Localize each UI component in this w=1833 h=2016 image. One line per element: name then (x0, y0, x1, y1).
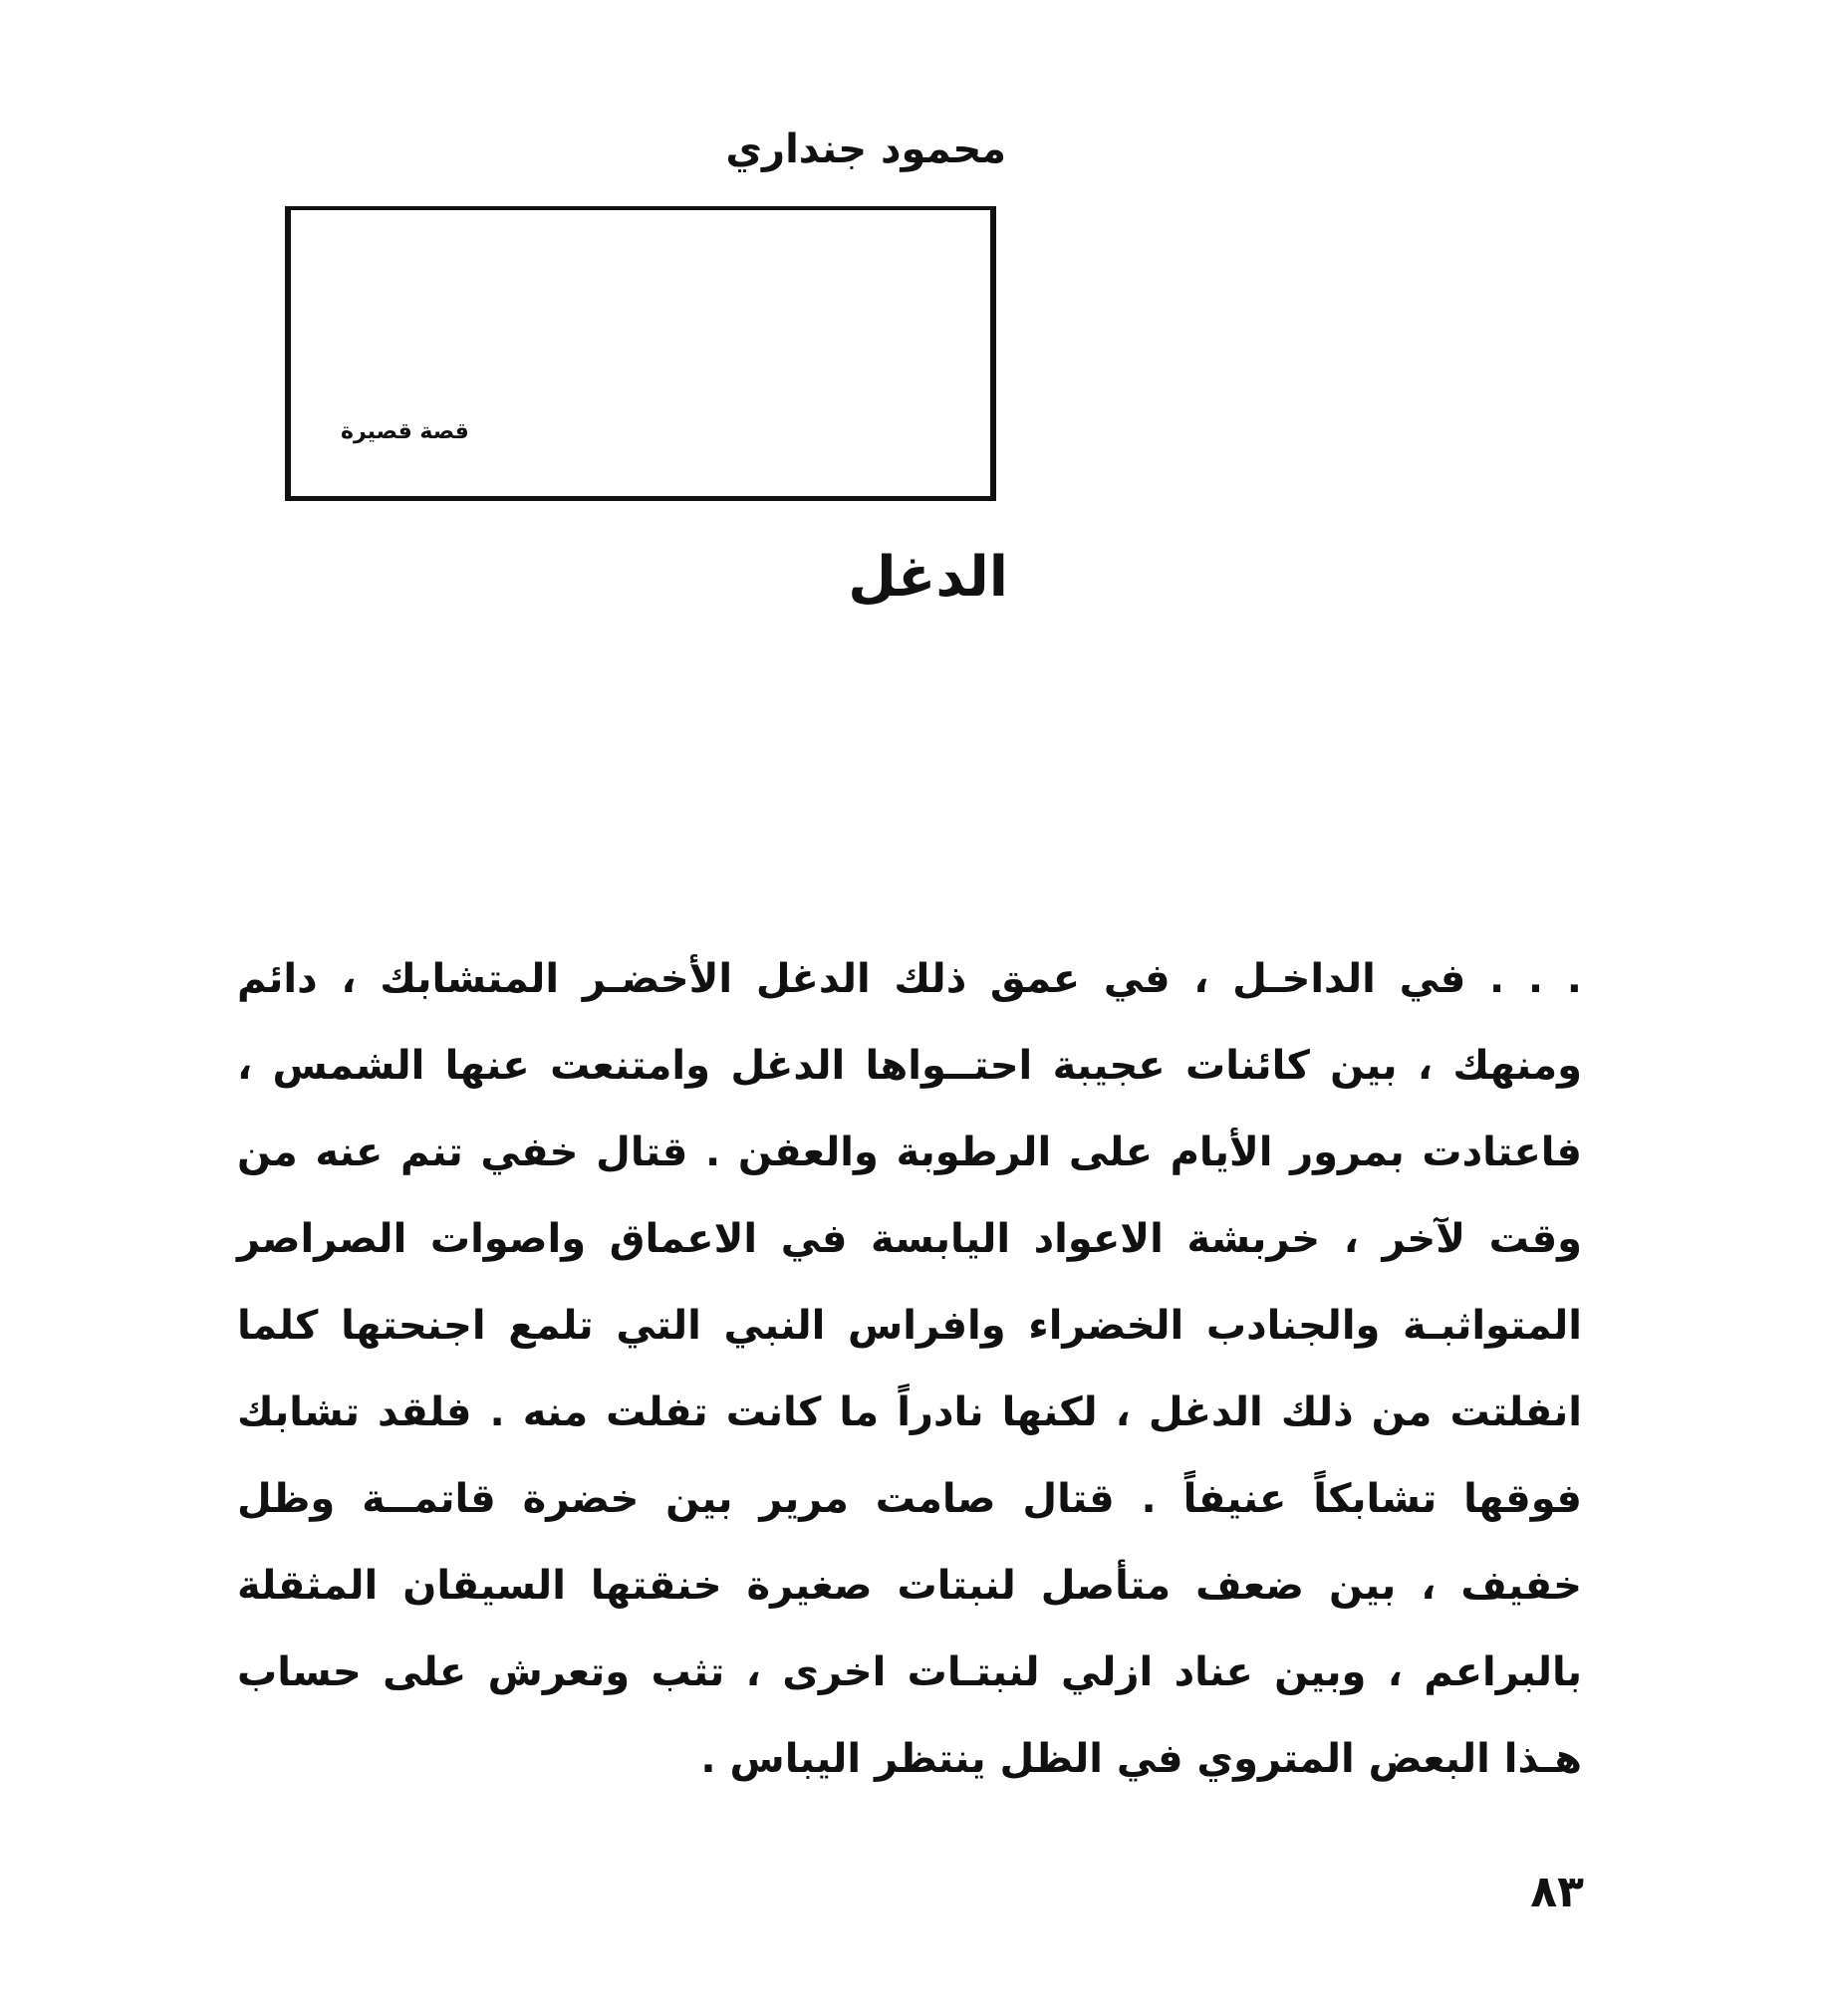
genre-label: قصة قصيرة (341, 419, 469, 444)
author-name: محمود جنداري (725, 126, 1006, 172)
story-body-paragraph: . . . في الداخـل ، في عمق ذلك الدغل الأخضـر المتشابك ، دائم ومنهك ، بين كائنات عجيبة احتــواها الدغل وامتنعت عنها الشمس ، فاعتادت بمرور الأيام على الرطوبة والعفن . قتال خفي تنم عنه من وقت لآخر ، خربشة الاعواد اليابسة في الاعماق واصوات الصراصر المتواثبـة والجنادب الخضراء وافراس النبي التي تلمع اجنحتها كلما انفلتت من ذلك الدغل ، لكنها نادراً ما كانت تفلت منه . فلقد تشابك فوقها تشابكاً عنيفاً . قتال صامت مرير بين خضرة قاتمــة وظل خفيف ، بين ضعف متأصل لنبتات صغيرة خنقتها السيقان المثقلة بالبراعم ، وبين عناد ازلي لنبتـات اخرى ، تثب وتعرش على حساب هـذا البعض المتروي في الظل ينتظر اليباس . (237, 956, 1582, 1782)
page-number: ٨٣ (1530, 1867, 1584, 1917)
genre-label-box (285, 206, 996, 501)
story-title: الدغل (848, 545, 1008, 610)
